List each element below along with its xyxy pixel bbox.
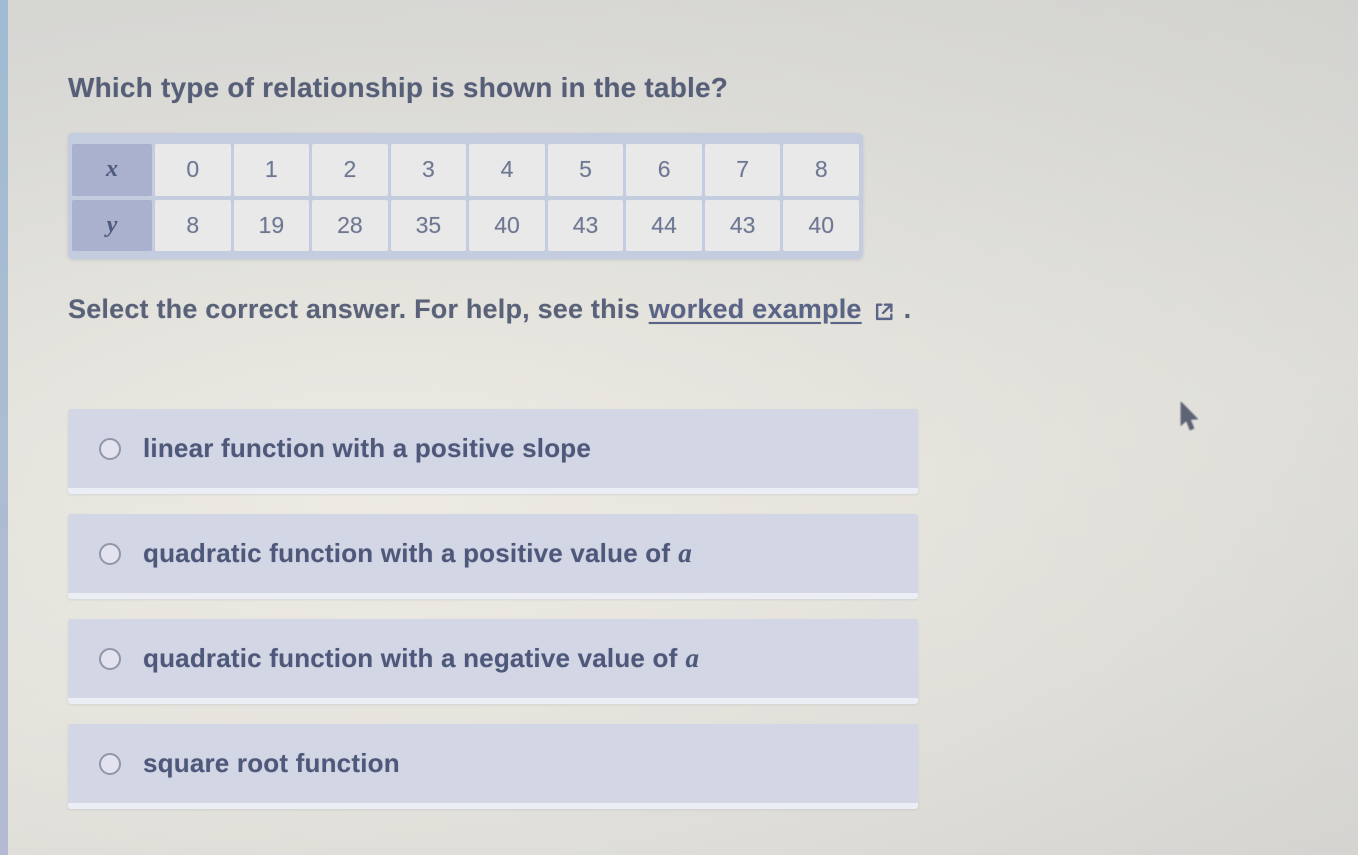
x-value: 4: [469, 144, 545, 196]
x-value: 2: [312, 144, 388, 196]
answer-option-1[interactable]: [68, 409, 918, 494]
xy-table: [68, 133, 863, 259]
y-value: 28: [312, 200, 388, 252]
x-value: 5: [548, 144, 624, 196]
mouse-cursor-icon: [1178, 402, 1202, 437]
answer-option-3[interactable]: [68, 619, 918, 704]
x-value: 7: [705, 144, 781, 196]
answer-options: [68, 409, 918, 809]
y-value: 35: [391, 200, 467, 252]
y-value: 43: [705, 200, 781, 252]
radio-button-icon[interactable]: [99, 543, 121, 565]
question-title: Which type of relationship is shown in the table?: [68, 72, 729, 103]
row-header-x: x: [72, 144, 152, 196]
instruction-text: Select the correct answer. For help, see this: [68, 294, 640, 324]
y-value: 40: [469, 200, 545, 252]
y-value: 44: [626, 200, 702, 252]
instruction-line: [68, 294, 911, 325]
x-value: 1: [234, 144, 310, 196]
left-edge-strip: [0, 0, 8, 855]
y-value: 43: [548, 200, 624, 252]
table-row-x: [72, 144, 859, 196]
radio-button-icon[interactable]: [99, 753, 121, 775]
option-label: quadratic function with a negative value of a: [143, 643, 700, 673]
y-value: 19: [234, 200, 310, 252]
x-value: 6: [626, 144, 702, 196]
row-header-y: y: [72, 200, 152, 252]
instruction-period: .: [903, 294, 912, 324]
x-value: 8: [783, 144, 859, 196]
radio-button-icon[interactable]: [99, 648, 121, 670]
table-row-y: [72, 200, 859, 252]
worked-example-link[interactable]: worked example: [648, 294, 862, 324]
option-label: square root function: [143, 748, 400, 778]
option-label: quadratic function with a positive value of a: [143, 538, 692, 568]
option-label: linear function with a positive slope: [143, 433, 592, 463]
answer-option-4[interactable]: [68, 724, 918, 809]
answer-option-2[interactable]: [68, 514, 918, 599]
x-value: 0: [155, 144, 231, 196]
external-link-icon[interactable]: [873, 301, 895, 323]
radio-button-icon[interactable]: [99, 438, 121, 460]
x-value: 3: [391, 144, 467, 196]
y-value: 40: [783, 200, 859, 252]
y-value: 8: [155, 200, 231, 252]
